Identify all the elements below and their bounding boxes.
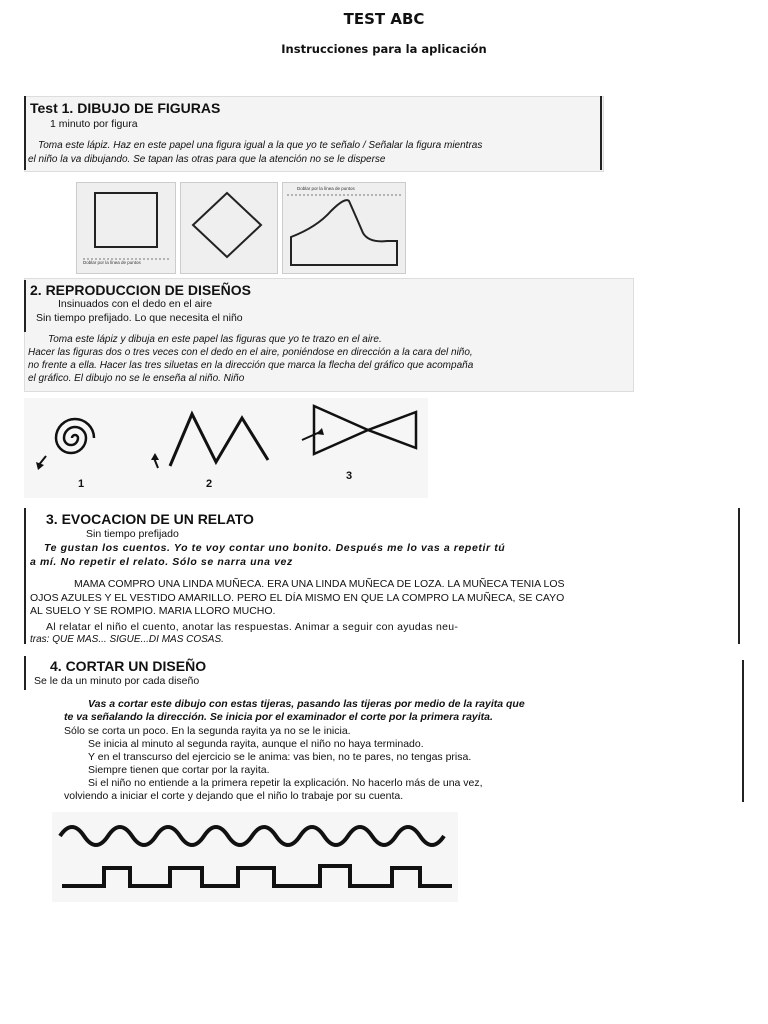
cutting-design xyxy=(52,812,458,902)
section4-left-border xyxy=(24,656,26,690)
page-subtitle: Instrucciones para la aplicación xyxy=(281,42,487,56)
section4-heading: 4. CORTAR UN DISEÑO xyxy=(50,658,207,674)
figure-square-card xyxy=(76,182,176,274)
section2-instruction-line: Hacer las figuras dos o tres veces con el dedo en el aire, poniéndose en dirección a la cara del niño, xyxy=(28,347,473,358)
section3-line: Al relatar el niño el cuento, anotar las respuestas. Animar a seguir con ayudas neu- xyxy=(46,621,459,633)
section1-instruction-line: el niño la va dibujando. Se tapan las otras para que la atención no se le disperse xyxy=(28,154,386,165)
designs-drawing-card xyxy=(24,398,428,498)
section3-line: tras: QUE MAS... SIGUE...DI MAS COSAS. xyxy=(30,634,224,645)
curve-figure-caption: Doblar por la línea de puntos xyxy=(297,186,355,191)
figure-curve-card xyxy=(282,182,406,274)
section4-line: te va señalando la dirección. Se inicia por el examinador el corte por la primera rayita. xyxy=(64,711,493,723)
section3-timing: Sin tiempo prefijado xyxy=(86,528,179,540)
section4-sub: Se le da un minuto por cada diseño xyxy=(34,675,200,687)
design-number: 1 xyxy=(78,478,85,490)
section2-sub1: Insinuados con el dedo en el aire xyxy=(58,298,213,310)
section3-line: a mí. No repetir el relato. Sólo se narra una vez xyxy=(30,556,293,568)
section4-right-border xyxy=(742,660,744,802)
figure-diamond-card xyxy=(180,182,278,274)
section3-heading: 3. EVOCACION DE UN RELATO xyxy=(46,511,254,527)
cutting-design-card xyxy=(52,812,458,902)
section3-left-border xyxy=(24,508,26,644)
section1-timing: 1 minuto por figura xyxy=(50,118,138,130)
section2-instruction-line: el gráfico. El dibujo no se le enseña al niño. Niño xyxy=(28,373,245,384)
section4-line: volviendo a iniciar el corte y dejando que el niño lo trabaje por su cuenta. xyxy=(64,790,404,802)
section3-line: AL SUELO Y SE ROMPIO. MARIA LLORO MUCHO. xyxy=(30,605,276,617)
section1-instruction-line: Toma este lápiz. Haz en este papel una figura igual a la que yo te señalo / Señalar la figura mientras xyxy=(38,140,483,151)
page-title: TEST ABC xyxy=(343,10,425,28)
section1-heading: Test 1. DIBUJO DE FIGURAS xyxy=(30,100,221,116)
diamond-figure xyxy=(181,183,277,273)
section2-instruction-line: no frente a ella. Hacer las tres siluetas en la dirección que marca la flecha del gráfico que acompaña xyxy=(28,360,474,371)
section4-line: Si el niño no entiende a la primera repetir la explicación. No hacerlo más de una vez, xyxy=(88,777,483,789)
section4-line: Siempre tienen que cortar por la rayita. xyxy=(88,764,270,776)
section2-sub2: Sin tiempo prefijado. Lo que necesita el niño xyxy=(36,312,243,324)
design-number: 2 xyxy=(206,478,213,490)
section3-line: Te gustan los cuentos. Yo te voy contar uno bonito. Después me lo vas a repetir tú xyxy=(44,542,506,554)
design-number: 3 xyxy=(346,470,353,482)
section3-right-border xyxy=(738,508,740,644)
designs-drawing xyxy=(24,398,428,498)
section1-right-border xyxy=(600,96,602,170)
curve-figure xyxy=(283,183,405,273)
section3-line: MAMA COMPRO UNA LINDA MUÑECA. ERA UNA LINDA MUÑECA DE LOZA. LA MUÑECA TENIA LOS xyxy=(74,578,565,590)
section4-line: Vas a cortar este dibujo con estas tijeras, pasando las tijeras por medio de la rayita que xyxy=(88,698,525,710)
section2-heading: 2. REPRODUCCION DE DISEÑOS xyxy=(30,282,251,298)
section1-left-border xyxy=(24,96,26,170)
section3-line: OJOS AZULES Y EL VESTIDO AMARILLO. PERO EL DÍA MISMO EN QUE LA COMPRO LA MUÑECA, SE CAYO xyxy=(30,592,565,604)
section4-line: Se inicia al minuto al segunda rayita, aunque el niño no haya terminado. xyxy=(88,738,424,750)
section2-instruction-line: Toma este lápiz y dibuja en este papel las figuras que yo te trazo en el aire. xyxy=(48,334,382,345)
section4-line: Y en el transcurso del ejercicio se le anima: vas bien, no te pares, no tengas prisa. xyxy=(88,751,472,763)
square-figure-caption: Doblar por la línea de puntos xyxy=(83,260,141,265)
section2-left-border xyxy=(24,280,26,332)
section4-line: Sólo se corta un poco. En la segunda rayita ya no se le inicia. xyxy=(64,725,351,737)
